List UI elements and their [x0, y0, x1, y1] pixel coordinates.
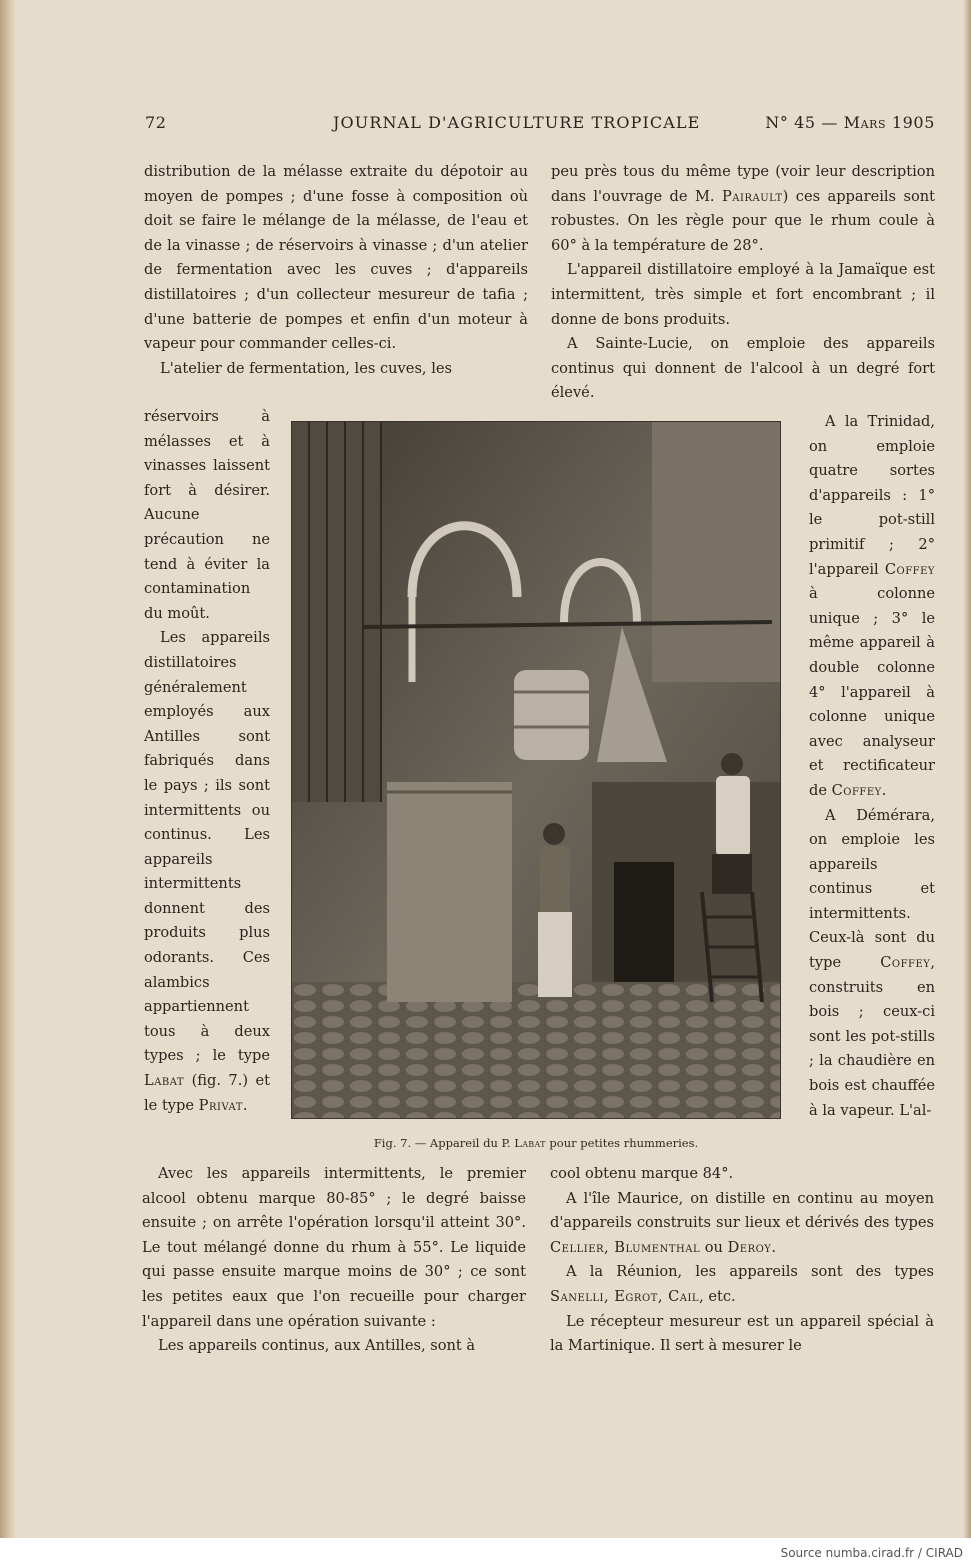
paragraph: Avec les appareils intermittents, le premier alcool obtenu marque 80-85° ; le degré baisse ensuite ; on arrête l'opération lorsqu'il atteint 30°. Le tout mélangé donne du rhum à 55°. Le liquide qui passe ensuite marque moins de 30° ; ce sont les petites eaux que l'on recueille pour charger l'appareil dans une opération suivante :	[142, 1165, 526, 1330]
type-name: Coffey	[884, 560, 935, 578]
text-run: .	[242, 1096, 248, 1114]
paragraph: L'appareil distillatoire employé à la Jamaïque est intermittent, très simple et fort encombrant ; il donne de bons produits.	[551, 261, 935, 328]
paragraph	[144, 626, 270, 1118]
text-run: .	[881, 781, 887, 799]
column-left-bottom	[142, 1162, 526, 1359]
type-name: Coffey	[831, 781, 882, 799]
figure-photograph	[292, 422, 780, 1118]
author-name: Pairault	[721, 187, 783, 205]
caption-name: Labat	[514, 1136, 546, 1150]
paragraph	[809, 926, 935, 1123]
type-name: Deroy	[727, 1238, 772, 1256]
source-credit: Source numba.cirad.fr / CIRAD	[780, 1546, 963, 1560]
text-run: à colonne unique ; 3° le même appareil à double colonne 4° l'appareil à colonne unique avec analyseur et rectificateur de	[809, 585, 935, 799]
distillery-photo	[292, 422, 780, 1118]
type-name: Cellier, Blumenthal	[550, 1238, 701, 1256]
paragraph	[551, 160, 935, 258]
paragraph: A Démérara, on emploie les appareils continus et intermittents.	[809, 806, 935, 922]
text-run: peu près tous du même type (voir leur description dans l'ouvrage de M.	[551, 163, 935, 205]
type-name: Labat	[144, 1072, 185, 1090]
paragraph: A Sainte-Lucie, on emploie des appareils continus qui donnent de l'alcool à un degré fort élevé.	[551, 335, 935, 402]
column-right-bottom	[550, 1162, 934, 1359]
caption-prefix: Fig. 7. — Appareil du P.	[373, 1136, 511, 1150]
paragraph: Le récepteur mesureur est un appareil spécial à la Martinique. Il sert à mesurer le	[550, 1312, 934, 1355]
paragraph: L'atelier de fermentation, les cuves, les	[160, 359, 453, 377]
text-run: A l'île Maurice, on distille en continu au moyen d'appareils construits sur lieux et dérivés des types	[550, 1189, 934, 1232]
column-right-top	[551, 160, 935, 406]
text-run: Ceux-là sont du type	[809, 929, 935, 972]
type-name: Privat	[198, 1096, 243, 1114]
text-run: ) ces appareils sont robustes. On les règle pour que le rhum coule à 60° à la température de 28°.	[551, 187, 935, 254]
page-edge	[963, 0, 971, 1566]
type-name: Coffey	[880, 954, 931, 972]
text-run: A la Trinidad, on emploie quatre sortes d'appareils : 1° le pot-still primitif ; 2° l'appareil	[809, 413, 935, 578]
caption-suffix: pour petites rhummeries.	[549, 1136, 699, 1150]
paragraph	[550, 1260, 934, 1309]
text-run: .	[771, 1238, 777, 1256]
text-run: , construits en bois ; ceux-ci sont les pot-stills ; la chaudière en bois est chauffée à la vapeur. L'al-	[809, 954, 935, 1119]
column-left-narrow	[144, 405, 270, 1118]
paragraph: cool obtenu marque 84°.	[550, 1165, 734, 1182]
column-right-narrow	[809, 410, 935, 1123]
text-run: Les appareils distillatoires généralement employés aux Antilles sont fabriqués dans le pays ; ils sont intermittents ou continus. Les appareils intermittents donnent des produits plus odorants. Ces alambics appartiennent tous à deux types ; le type	[144, 629, 270, 1065]
column-left-top	[144, 160, 528, 381]
paragraph: distribution de la mélasse extraite du dépotoir au moyen de pompes ; d'une fosse à composition où doit se faire le mélange de la mélasse, de l'eau et de la vinasse ; de réservoirs à vinasse ; d'un atelier de fermentation avec les cuves ; d'appareils distillatoires ; d'un collecteur mesureur de tafia ; d'une batterie de pompes et enfin d'un moteur à vapeur pour commander celles-ci.	[144, 163, 528, 353]
page-number: 72	[145, 113, 167, 132]
text-run: ou	[704, 1238, 723, 1256]
journal-title: JOURNAL D'AGRICULTURE TROPICALE	[333, 113, 701, 132]
figure-caption	[292, 1136, 780, 1150]
text-run: (fig. 7.) et le type	[144, 1072, 270, 1114]
text-run: , etc.	[699, 1287, 736, 1305]
paragraph	[550, 1187, 934, 1261]
issue-info: N° 45 — Mars 1905	[765, 113, 935, 132]
text-run: A la Réunion, les appareils sont des types	[566, 1263, 934, 1281]
type-name: Sanelli, Egrot, Cail	[550, 1287, 700, 1305]
book-binding-edge	[0, 0, 16, 1566]
paragraph: réservoirs à mélasses et à vinasses laissent fort à désirer. Aucune précaution ne tend à éviter la contamination du moût.	[144, 408, 270, 622]
paragraph	[809, 410, 935, 804]
paragraph: Les appareils continus, aux Antilles, sont à	[158, 1337, 476, 1355]
running-header	[145, 113, 935, 141]
